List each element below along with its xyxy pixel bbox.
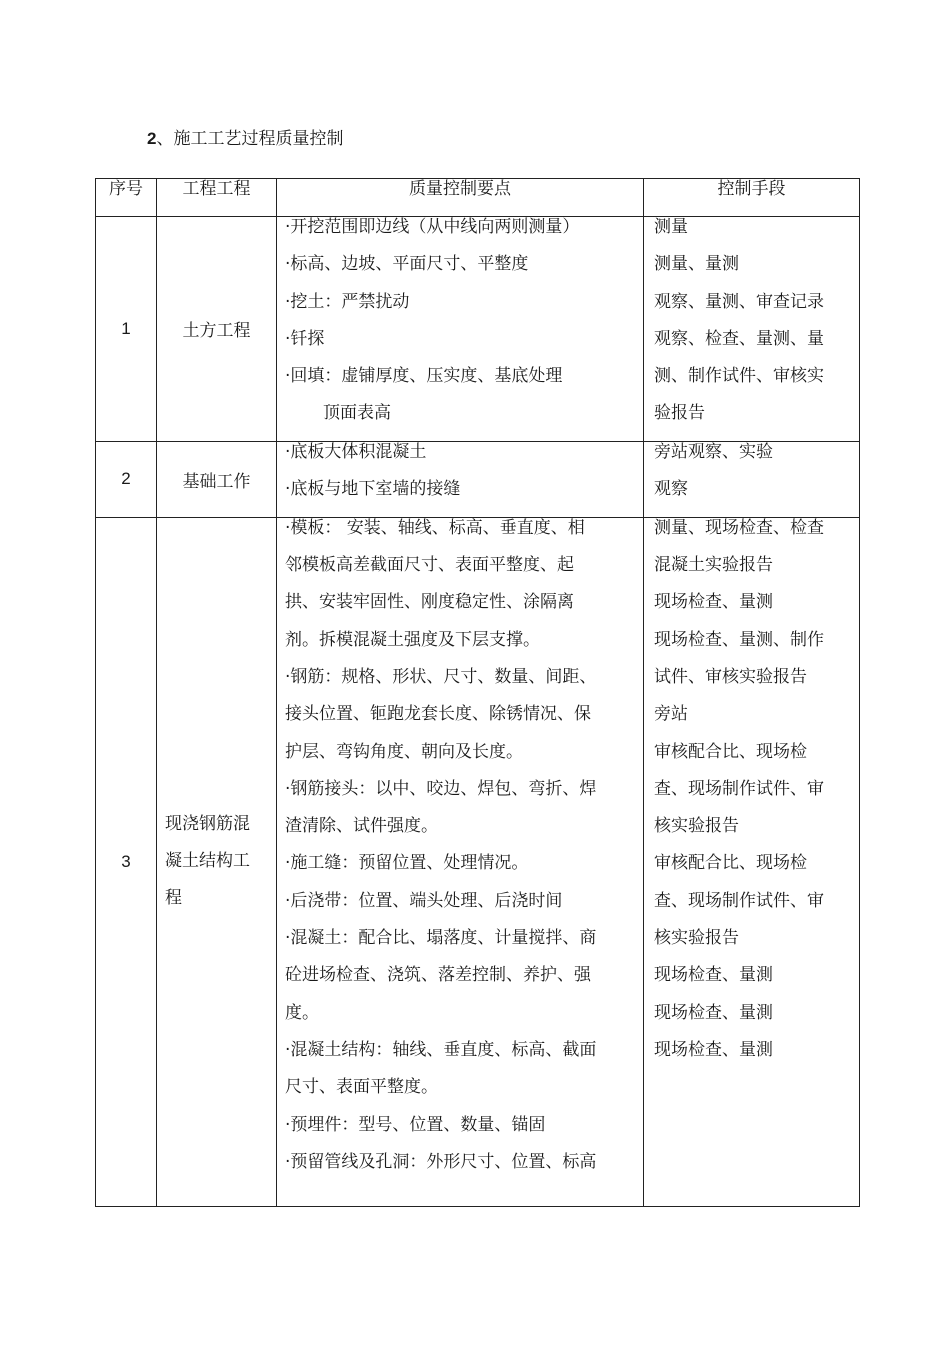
point-line: 渣清除、试件强度。	[285, 816, 438, 837]
point-line: ·预留管线及孔洞：外形尺寸、位置、标高	[285, 1151, 597, 1172]
header-points: 质量控制要点	[277, 179, 644, 217]
point-line: ·模板： 安装、轴线、标高、垂直度、相	[285, 517, 585, 538]
point-line: ·钢筋接头：以中、咬边、焊包、弯折、焊	[285, 778, 597, 799]
means-line: 观察	[654, 479, 688, 500]
row-item-text: 凝土结构工	[165, 851, 250, 872]
section-title: 、施工工艺过程质量控制	[156, 129, 344, 149]
row-means	[644, 441, 860, 517]
point-line: ·混凝土结构：轴线、垂直度、标高、截面	[285, 1039, 597, 1060]
means-line: 查、现场制作试件、审	[654, 890, 824, 911]
means-line: 测、制作试件、审核实	[654, 366, 824, 387]
row-number: 2	[96, 441, 157, 517]
point-line: 尺寸、表面平整度。	[285, 1077, 438, 1098]
point-line: ·底板大体积混凝土	[285, 441, 427, 462]
row-points	[277, 441, 644, 517]
means-line: 审核配合比、现场检	[654, 853, 807, 874]
row-item	[157, 517, 277, 1206]
point-line: ·开挖范围即边线（从中线向两则测量）	[285, 217, 580, 237]
point-line: 接头位置、钷跑龙套长度、除锈情况、保	[285, 704, 591, 725]
section-number: 2	[147, 129, 157, 148]
point-line: 拱、安装牢固性、刚度稳定性、涂隔离	[285, 592, 574, 613]
point-line: 顶面表高	[323, 403, 391, 424]
means-line: 混凝土实验报告	[654, 555, 773, 576]
means-line: 现场检查、量測	[654, 1002, 773, 1023]
point-line: 度。	[285, 1002, 319, 1023]
table-row	[96, 217, 860, 442]
row-number: 1	[96, 217, 157, 442]
means-line: 现场检查、量测	[654, 592, 773, 613]
means-line: 测量	[654, 217, 688, 237]
means-line: 现场检查、量測	[654, 1039, 773, 1060]
means-line: 观察、检查、量测、量	[654, 328, 824, 349]
quality-control-table	[95, 178, 860, 1207]
row-item	[157, 441, 277, 517]
point-line: 邻模板高差截面尺寸、表面平整度、起	[285, 555, 574, 576]
header-means: 控制手段	[644, 179, 860, 217]
means-line: 试件、审核实验报告	[654, 666, 807, 687]
row-points	[277, 217, 644, 442]
means-line: 查、现场制作试件、审	[654, 778, 824, 799]
means-line: 旁站观察、实验	[654, 441, 773, 462]
row-item	[157, 217, 277, 442]
row-points	[277, 517, 644, 1206]
point-line: 剂。拆模混凝土强度及下层支撑。	[285, 629, 540, 650]
point-line: ·钎探	[285, 328, 325, 349]
table-row	[96, 517, 860, 1206]
header-item: 工程工程	[157, 179, 277, 217]
means-line: 测量、量测	[654, 254, 739, 275]
row-means	[644, 517, 860, 1206]
section-heading	[147, 124, 343, 149]
means-line: 现场检查、量测、制作	[654, 629, 824, 650]
means-line: 审核配合比、现场检	[654, 741, 807, 762]
point-line: ·标高、边坡、平面尺寸、平整度	[285, 254, 529, 275]
point-line: ·后浇带：位置、端头处理、后浇时间	[285, 890, 563, 911]
means-line: 核实验报告	[654, 816, 739, 837]
point-line: ·挖土：严禁扰动	[285, 291, 410, 312]
means-line: 旁站	[654, 704, 688, 725]
point-line: ·混凝土：配合比、塌落度、计量搅拌、商	[285, 928, 597, 949]
header-row	[96, 179, 860, 217]
point-line: ·底板与地下室墙的接缝	[285, 479, 461, 500]
header-seq: 序号	[96, 179, 157, 217]
means-line: 测量、现场检查、检查	[654, 517, 824, 538]
row-item-text: 现浇钢筋混	[165, 814, 250, 835]
row-item-text: 程	[165, 888, 182, 909]
point-line: ·钢筋：规格、形状、尺寸、数量、间距、	[285, 666, 597, 687]
table-row	[96, 441, 860, 517]
means-line: 观察、量测、审查记录	[654, 291, 824, 312]
means-line: 现场检查、量測	[654, 965, 773, 986]
point-line: 护层、弯钩角度、朝向及长度。	[285, 741, 523, 762]
point-line: 砼进场检查、浇筑、落差控制、养护、强	[285, 965, 591, 986]
row-item-text: 基础工作	[182, 471, 251, 492]
means-line: 验报告	[654, 403, 705, 424]
row-number: 3	[96, 517, 157, 1206]
point-line: ·施工缝：预留位置、处理情况。	[285, 853, 529, 874]
row-means	[644, 217, 860, 442]
point-line: ·预埋件：型号、位置、数量、锚固	[285, 1114, 546, 1135]
means-line: 核实验报告	[654, 928, 739, 949]
row-item-text: 土方工程	[182, 321, 251, 342]
point-line: ·回填：虚铺厚度、压实度、基底处理	[285, 366, 563, 387]
